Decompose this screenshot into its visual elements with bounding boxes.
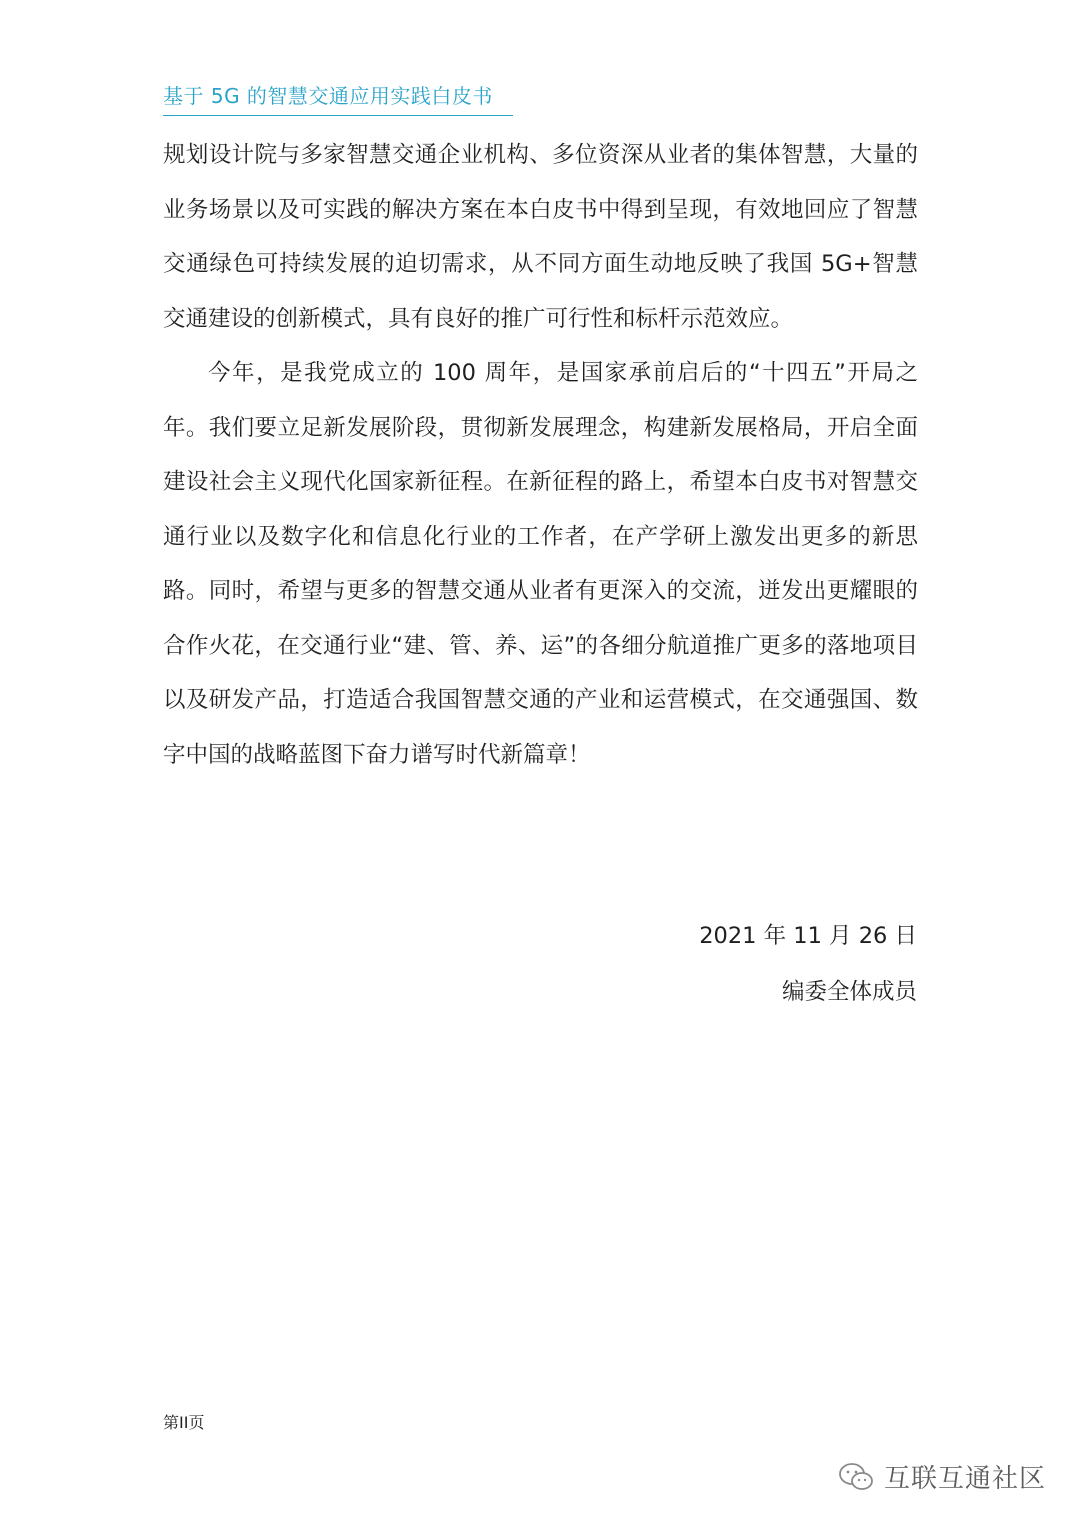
paragraph-2: 今年，是我党成立的 100 周年，是国家承前启后的“十四五”开局之年。我们要立足新发展阶段，贯彻新发展理念，构建新发展格局，开启全面建设社会主义现代化国家新征程。在新征程的路上，希望本白皮书对智慧交通行业以及数字化和信息化行业的工作者，在产学研上激发出更多的新思路。同时，希望与更多的智慧交通从业者有更深入的交流，迸发出更耀眼的合作火花，在交通行业“建、管、养、运”的各细分航道推广更多的落地项目以及研发产品，打造适合我国智慧交通的产业和运营模式，在交通强国、数字中国的战略蓝图下奋力谱写时代新篇章！ xyxy=(163,360,918,768)
signature-date: 2021 年 11 月 26 日 xyxy=(699,923,917,949)
running-header xyxy=(163,80,513,116)
body-text xyxy=(163,128,918,782)
watermark-text: 互联互通社区 xyxy=(883,1464,1046,1494)
paragraph-1: 规划设计院与多家智慧交通企业机构、多位资深从业者的集体智慧，大量的业务场景以及可实践的解决方案在本白皮书中得到呈现，有效地回应了智慧交通绿色可持续发展的迫切需求，从不同方面生动地反映了我国 5G+智慧交通建设的创新模式，具有良好的推广可行性和标杆示范效应。 xyxy=(163,142,918,332)
signature-organization: 编委全体成员 xyxy=(781,979,917,1005)
wechat-icon xyxy=(838,1462,874,1492)
page-number: 第II页 xyxy=(163,1413,205,1432)
document-title: 基于 5G 的智慧交通应用实践白皮书 xyxy=(163,84,493,108)
watermark xyxy=(838,1458,1046,1495)
